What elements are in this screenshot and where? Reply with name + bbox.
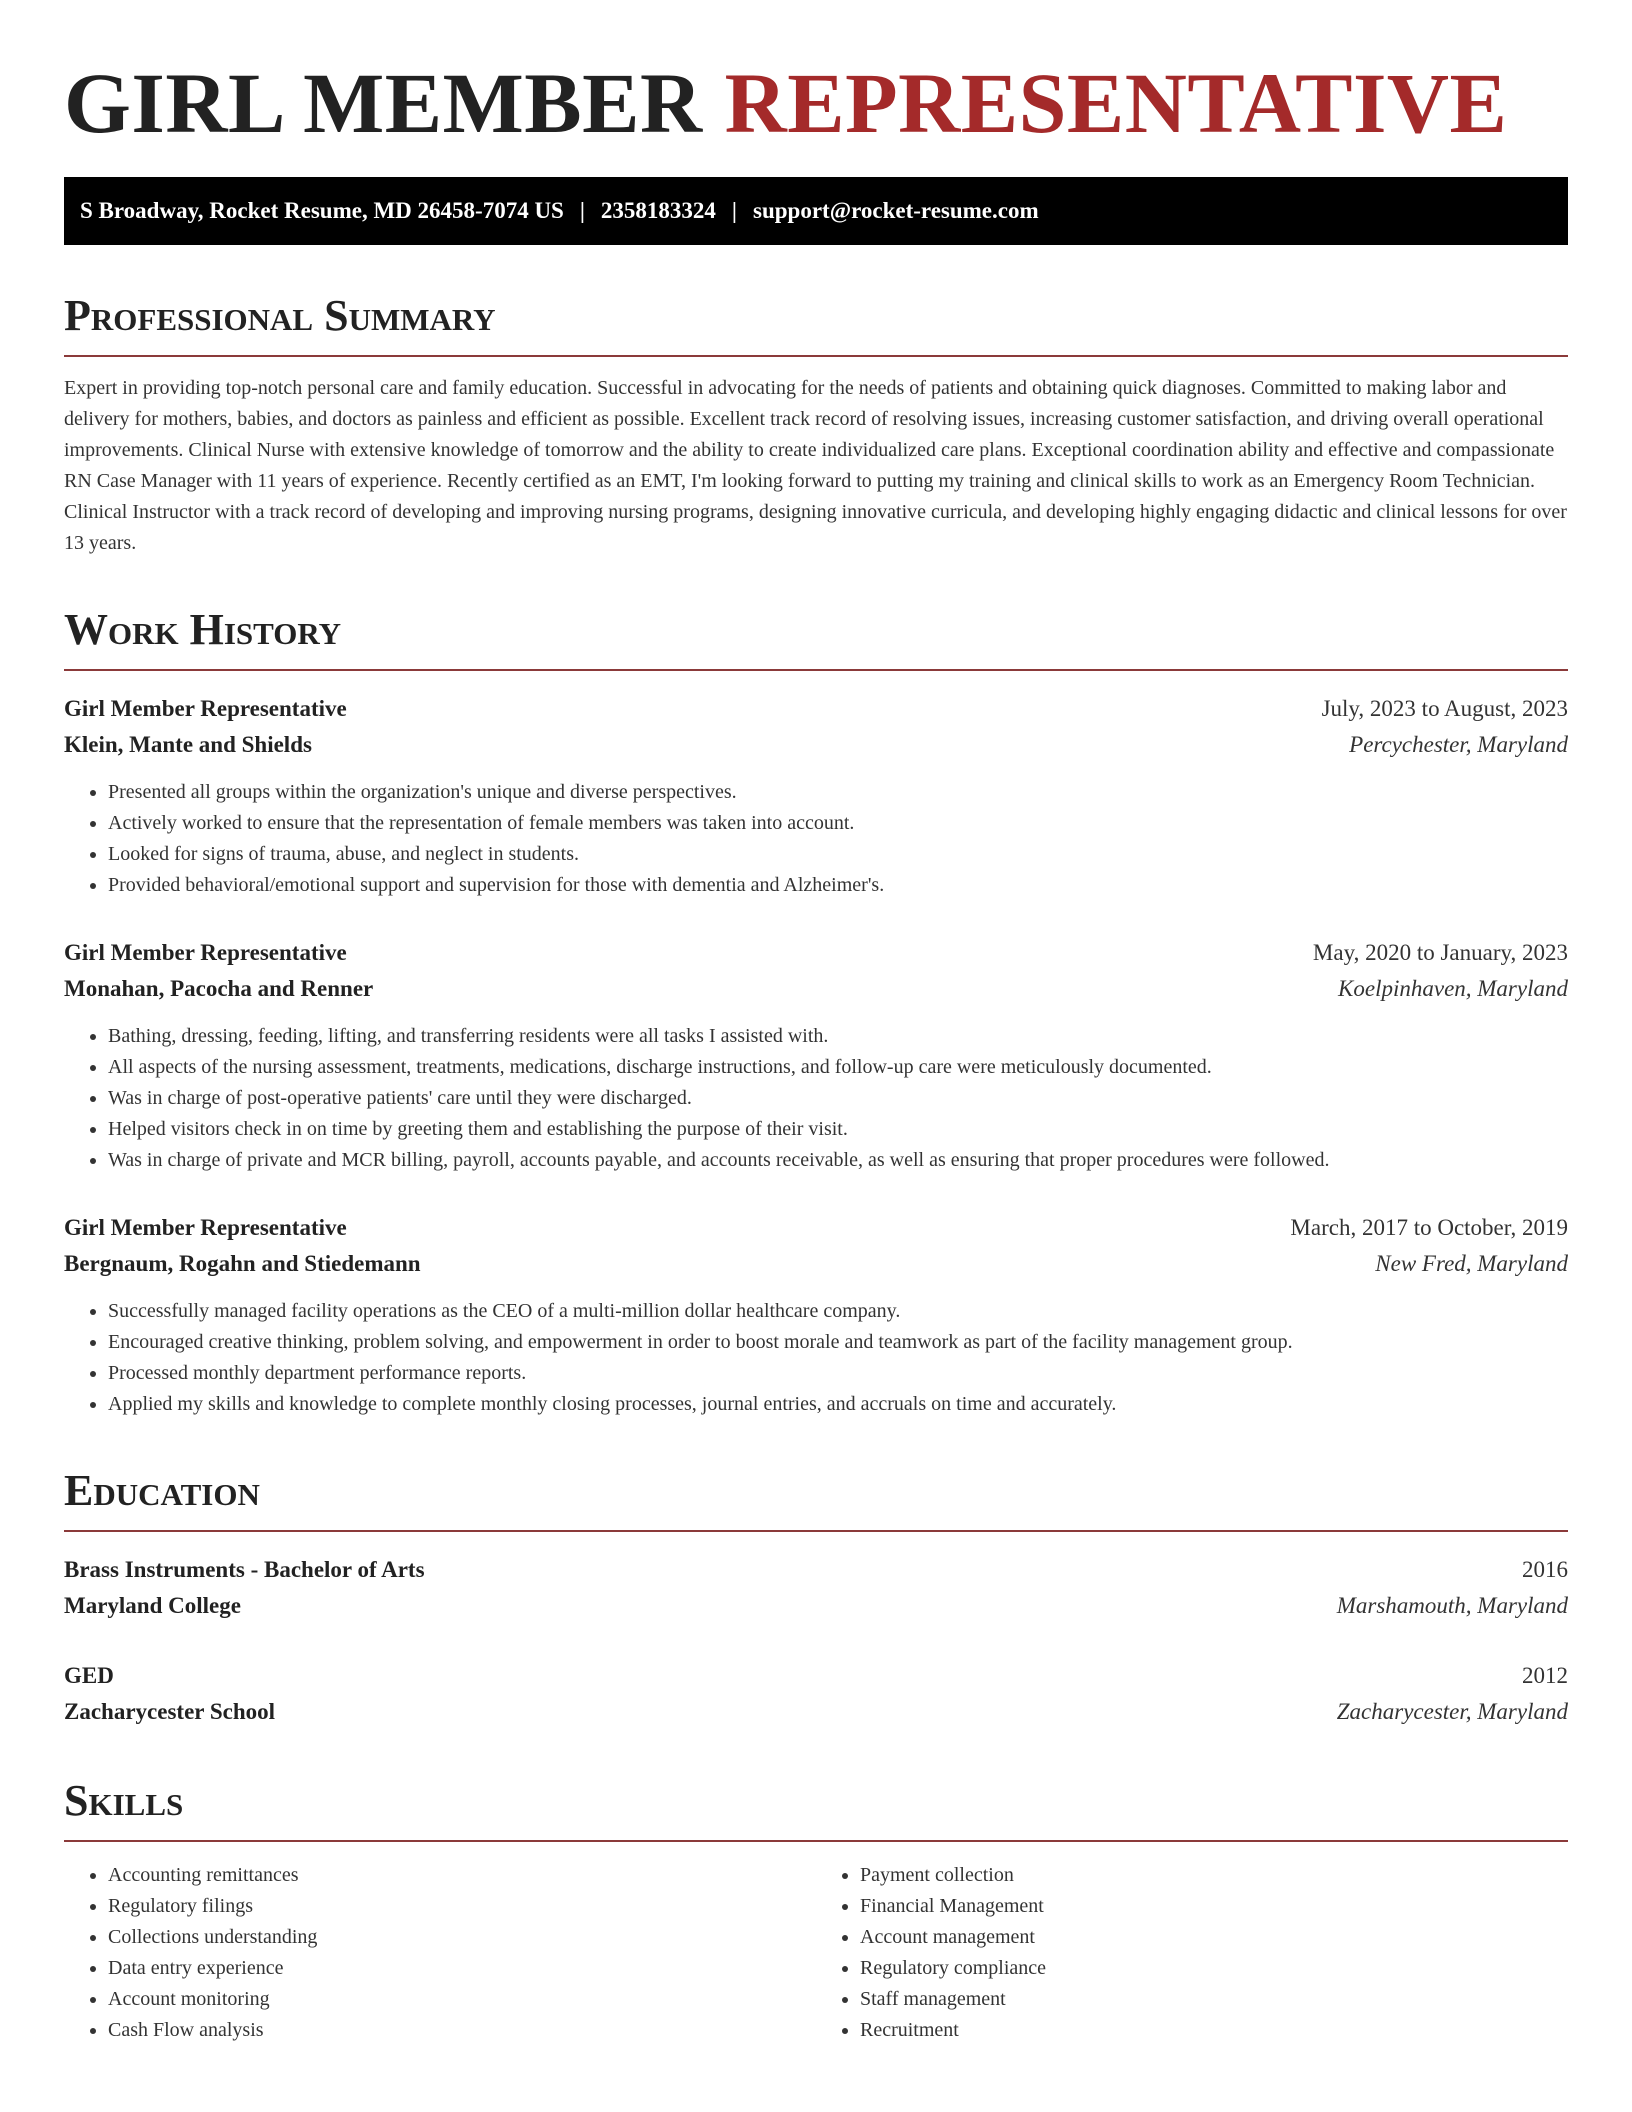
- job-duty-item: • Was in charge of post-operative patients' care until they were discharged.: [108, 1083, 1568, 1114]
- skill-item: • Account monitoring: [108, 1984, 816, 2015]
- education-year: 2012: [1522, 1663, 1568, 1688]
- skill-item: • Cash Flow analysis: [108, 2015, 816, 2046]
- job-duty-item: • Actively worked to ensure that the representation of female members was taken into account.: [108, 808, 1568, 839]
- education-entry: [64, 1552, 1568, 1624]
- name-last-part: REPRESENTATIVE: [724, 55, 1508, 151]
- job-dates: May, 2020 to January, 2023: [1312, 940, 1568, 965]
- job-duty-item: • Looked for signs of trauma, abuse, and neglect in students.: [108, 839, 1568, 870]
- summary-text: Expert in providing top-notch personal care and family education. Successful in advocating for the needs of patients and obtaining quick diagnoses. Committed to making labor and delivery for mothers, babies, and doctors as painless and efficient as possible. Excellent track record of resolving issues, increasing customer satisfaction, and driving overall operational improvements. Clinical Nurse with extensive knowledge of tomorrow and the ability to create individualized care plans. Exceptional coordination ability and effective and compassionate RN Case Manager with 11 years of experience. Recently certified as an EMT, I'm looking forward to putting my training and clinical skills to work as an Emergency Room Technician. Clinical Instructor with a track record of developing and improving nursing programs, designing innovative curricula, and developing highly engaging didactic and clinical lessons for over 13 years.: [64, 377, 1567, 554]
- skill-item: • Recruitment: [860, 2015, 1568, 2046]
- section-title-work-history: Work History: [64, 605, 1568, 671]
- education-school: Maryland College: [64, 1593, 241, 1618]
- job-dates: July, 2023 to August, 2023: [1321, 696, 1568, 721]
- section-title-education: Education: [64, 1466, 1568, 1532]
- contact-bar: [64, 177, 1568, 245]
- education-degree: GED: [64, 1663, 114, 1688]
- education-location: Marshamouth, Maryland: [1336, 1593, 1568, 1618]
- job-dates: March, 2017 to October, 2019: [1290, 1215, 1568, 1240]
- job-duties: [64, 1021, 1568, 1176]
- contact-address: S Broadway, Rocket Resume, MD 26458-7074 US: [80, 198, 564, 223]
- education-entry: [64, 1658, 1568, 1730]
- skill-item: • Data entry experience: [108, 1953, 816, 1984]
- job-entry: [64, 691, 1568, 901]
- education-location: Zacharycester, Maryland: [1336, 1699, 1568, 1724]
- job-role: Girl Member Representative: [64, 1215, 347, 1240]
- contact-phone: 2358183324: [600, 198, 716, 223]
- skill-item: • Staff management: [860, 1984, 1568, 2015]
- job-duty-item: • Was in charge of private and MCR billing, payroll, accounts payable, and accounts receivable, as well as ensuring that proper procedures were followed.: [108, 1145, 1568, 1176]
- job-company: Monahan, Pacocha and Renner: [64, 976, 374, 1001]
- job-entry: [64, 1210, 1568, 1420]
- job-duties: [64, 1296, 1568, 1420]
- section-title-summary: Professional Summary: [64, 291, 1568, 357]
- education-school: Zacharycester School: [64, 1699, 276, 1724]
- candidate-name: [64, 56, 1568, 150]
- contact-separator: |: [579, 198, 585, 223]
- job-company: Klein, Mante and Shields: [64, 732, 312, 757]
- job-duty-item: • Processed monthly department performance reports.: [108, 1358, 1568, 1389]
- job-duty-item: • Applied my skills and knowledge to complete monthly closing processes, journal entries, and accruals on time and accurately.: [108, 1389, 1568, 1420]
- education-year: 2016: [1522, 1557, 1568, 1582]
- job-role: Girl Member Representative: [64, 696, 347, 721]
- name-first-part: GIRL MEMBER: [64, 55, 703, 151]
- job-entry: [64, 935, 1568, 1176]
- education-degree: Brass Instruments - Bachelor of Arts: [64, 1557, 425, 1582]
- skills-column-left: [64, 1860, 816, 2046]
- job-duty-item: • Bathing, dressing, feeding, lifting, and transferring residents were all tasks I assisted with.: [108, 1021, 1568, 1052]
- skill-item: • Accounting remittances: [108, 1860, 816, 1891]
- contact-separator: |: [731, 198, 737, 223]
- job-location: Percychester, Maryland: [1349, 732, 1568, 757]
- job-duty-item: • Provided behavioral/emotional support and supervision for those with dementia and Alzheimer's.: [108, 870, 1568, 901]
- skills-list: [64, 1860, 1568, 2046]
- job-duty-item: • Helped visitors check in on time by greeting them and establishing the purpose of their visit.: [108, 1114, 1568, 1145]
- job-duty-item: • Encouraged creative thinking, problem solving, and empowerment in order to boost morale and teamwork as part of the facility management group.: [108, 1327, 1568, 1358]
- job-company: Bergnaum, Rogahn and Stiedemann: [64, 1251, 421, 1276]
- job-location: Koelpinhaven, Maryland: [1338, 976, 1568, 1001]
- skill-item: • Financial Management: [860, 1891, 1568, 1922]
- contact-email[interactable]: support@rocket-resume.com: [753, 198, 1039, 223]
- job-duty-item: • Presented all groups within the organization's unique and diverse perspectives.: [108, 777, 1568, 808]
- job-location: New Fred, Maryland: [1375, 1251, 1568, 1276]
- skill-item: • Collections understanding: [108, 1922, 816, 1953]
- skill-item: • Payment collection: [860, 1860, 1568, 1891]
- skill-item: • Regulatory filings: [108, 1891, 816, 1922]
- skill-item: • Regulatory compliance: [860, 1953, 1568, 1984]
- job-role: Girl Member Representative: [64, 940, 347, 965]
- skills-column-right: [816, 1860, 1568, 2046]
- skill-item: • Account management: [860, 1922, 1568, 1953]
- job-duties: [64, 777, 1568, 901]
- section-title-skills: Skills: [64, 1776, 1568, 1842]
- job-duty-item: • All aspects of the nursing assessment, treatments, medications, discharge instructions, and follow-up care were meticulously documented.: [108, 1052, 1568, 1083]
- job-duty-item: • Successfully managed facility operations as the CEO of a multi-million dollar healthcare company.: [108, 1296, 1568, 1327]
